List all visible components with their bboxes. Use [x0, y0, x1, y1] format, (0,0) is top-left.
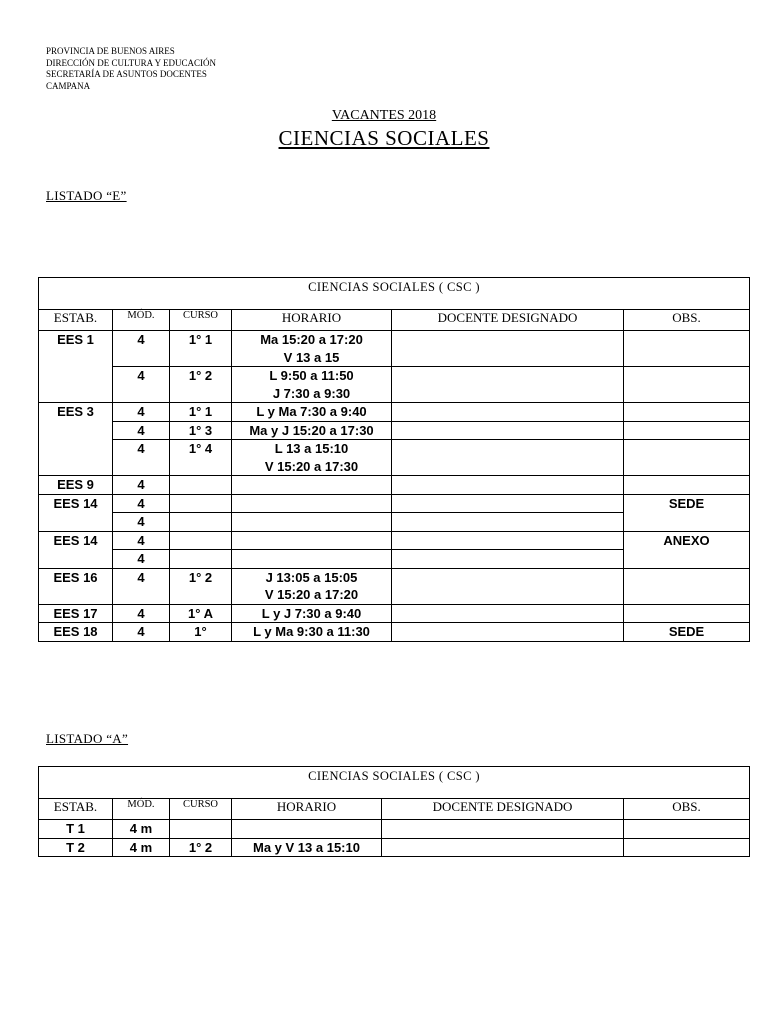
cell-obs [624, 838, 750, 857]
table-header-row [39, 799, 750, 820]
cell-curso: 1° 2 [170, 568, 232, 604]
cell-obs [624, 421, 750, 440]
col-header-estab: ESTAB. [39, 310, 113, 331]
document-title-text: CIENCIAS SOCIALES [278, 126, 490, 150]
cell-mod: 4 [113, 421, 170, 440]
cell-mod: 4 [113, 531, 170, 550]
cell-obs [624, 820, 750, 839]
table-row [39, 331, 750, 367]
cell-estab: EES 17 [39, 604, 113, 623]
table-row [39, 476, 750, 495]
cell-docente[interactable] [392, 403, 624, 422]
cell-horario [232, 494, 392, 513]
cell-horario [232, 513, 392, 532]
table-caption-row [39, 278, 750, 310]
cell-docente[interactable] [392, 421, 624, 440]
cell-horario: Ma 15:20 a 17:20 V 13 a 15 [232, 331, 392, 367]
header-line-province: PROVINCIA DE BUENOS AIRES [46, 46, 175, 56]
col-header-mod: MÓD. [113, 310, 170, 331]
cell-docente[interactable] [392, 513, 624, 532]
cell-estab: EES 18 [39, 623, 113, 642]
cell-curso [170, 531, 232, 550]
cell-mod: 4 m [113, 820, 170, 839]
cell-obs: ANEXO [624, 531, 750, 568]
cell-mod: 4 [113, 367, 170, 403]
cell-horario: L 9:50 a 11:50 J 7:30 a 9:30 [232, 367, 392, 403]
cell-docente[interactable] [392, 531, 624, 550]
cell-curso [170, 513, 232, 532]
cell-docente[interactable] [392, 331, 624, 367]
cell-curso: 1° A [170, 604, 232, 623]
cell-docente[interactable] [382, 838, 624, 857]
cell-mod: 4 [113, 476, 170, 495]
cell-estab: EES 14 [39, 494, 113, 513]
cell-docente[interactable] [392, 440, 624, 476]
cell-estab [39, 513, 113, 532]
listado-e-table [38, 277, 750, 642]
table-row [39, 494, 750, 513]
cell-obs [624, 568, 750, 604]
cell-docente[interactable] [392, 568, 624, 604]
cell-obs [624, 440, 750, 476]
col-header-horario: HORARIO [232, 310, 392, 331]
listado-e-label: LISTADO “E” [46, 188, 127, 203]
cell-obs [624, 403, 750, 422]
cell-horario [232, 820, 382, 839]
table-row [39, 421, 750, 440]
cell-mod: 4 m [113, 838, 170, 857]
cell-estab: EES 1 [39, 331, 113, 367]
cell-mod: 4 [113, 331, 170, 367]
table-row [39, 367, 750, 403]
header-line-direction: DIRECCIÓN DE CULTURA Y EDUCACIÓN [46, 57, 217, 68]
cell-horario: Ma y V 13 a 15:10 [232, 838, 382, 857]
cell-mod: 4 [113, 623, 170, 642]
col-header-curso: CURSO [170, 799, 232, 820]
cell-mod: 4 [113, 403, 170, 422]
cell-curso: 1° 3 [170, 421, 232, 440]
cell-estab [39, 440, 113, 476]
table-caption: CIENCIAS SOCIALES ( CSC ) [39, 278, 750, 310]
cell-docente[interactable] [392, 550, 624, 569]
table-row [39, 568, 750, 604]
cell-obs [624, 604, 750, 623]
col-header-obs: OBS. [624, 310, 750, 331]
cell-curso: 1° 2 [170, 367, 232, 403]
table-row [39, 403, 750, 422]
cell-horario: J 13:05 a 15:05 V 15:20 a 17:20 [232, 568, 392, 604]
cell-estab [39, 550, 113, 569]
cell-horario: Ma y J 15:20 a 17:30 [232, 421, 392, 440]
cell-horario [232, 550, 392, 569]
col-header-horario: HORARIO [232, 799, 382, 820]
table-row [39, 440, 750, 476]
cell-horario [232, 476, 392, 495]
cell-estab [39, 367, 113, 403]
cell-obs [624, 367, 750, 403]
cell-obs [624, 331, 750, 367]
cell-obs [624, 476, 750, 495]
cell-curso: 1° [170, 623, 232, 642]
cell-mod: 4 [113, 568, 170, 604]
cell-curso: 1° 1 [170, 403, 232, 422]
col-header-docente: DOCENTE DESIGNADO [392, 310, 624, 331]
cell-estab: T 1 [39, 820, 113, 839]
cell-horario [232, 531, 392, 550]
cell-mod: 4 [113, 513, 170, 532]
cell-docente[interactable] [392, 476, 624, 495]
cell-horario: L y Ma 7:30 a 9:40 [232, 403, 392, 422]
cell-estab [39, 421, 113, 440]
cell-estab: T 2 [39, 838, 113, 857]
cell-curso: 1° 2 [170, 838, 232, 857]
col-header-mod: MÓD. [113, 799, 170, 820]
cell-docente[interactable] [392, 494, 624, 513]
listado-a-label: LISTADO “A” [46, 731, 129, 746]
cell-curso: 1° 1 [170, 331, 232, 367]
table-row [39, 623, 750, 642]
cell-estab: EES 14 [39, 531, 113, 550]
table-row [39, 531, 750, 550]
listado-a-table [38, 766, 750, 857]
col-header-estab: ESTAB. [39, 799, 113, 820]
col-header-curso: CURSO [170, 310, 232, 331]
table-row [39, 604, 750, 623]
cell-horario: L y Ma 9:30 a 11:30 [232, 623, 392, 642]
table-row [39, 820, 750, 839]
cell-docente[interactable] [392, 367, 624, 403]
table-caption-row [39, 767, 750, 799]
cell-curso [170, 476, 232, 495]
cell-mod: 4 [113, 604, 170, 623]
col-header-docente: DOCENTE DESIGNADO [382, 799, 624, 820]
cell-curso [170, 550, 232, 569]
cell-estab: EES 9 [39, 476, 113, 495]
cell-estab: EES 16 [39, 568, 113, 604]
cell-curso [170, 820, 232, 839]
table-header-row [39, 310, 750, 331]
institution-header [46, 46, 216, 92]
cell-mod: 4 [113, 494, 170, 513]
table-caption: CIENCIAS SOCIALES ( CSC ) [39, 767, 750, 799]
col-header-obs: OBS. [624, 799, 750, 820]
cell-curso [170, 494, 232, 513]
table-row [39, 838, 750, 857]
cell-horario: L 13 a 15:10 V 15:20 a 17:30 [232, 440, 392, 476]
cell-docente[interactable] [392, 623, 624, 642]
cell-docente[interactable] [392, 604, 624, 623]
cell-mod: 4 [113, 550, 170, 569]
cell-obs: SEDE [624, 494, 750, 531]
cell-docente[interactable] [382, 820, 624, 839]
cell-horario: L y J 7:30 a 9:40 [232, 604, 392, 623]
header-line-city: CAMPANA [46, 80, 91, 91]
header-line-secretariat: SECRETARÍA DE ASUNTOS DOCENTES [46, 69, 207, 79]
cell-curso: 1° 4 [170, 440, 232, 476]
cell-mod: 4 [113, 440, 170, 476]
cell-obs: SEDE [624, 623, 750, 642]
document-title [0, 126, 768, 151]
cell-estab: EES 3 [39, 403, 113, 422]
document-subtitle: VACANTES 2018 [331, 108, 437, 123]
